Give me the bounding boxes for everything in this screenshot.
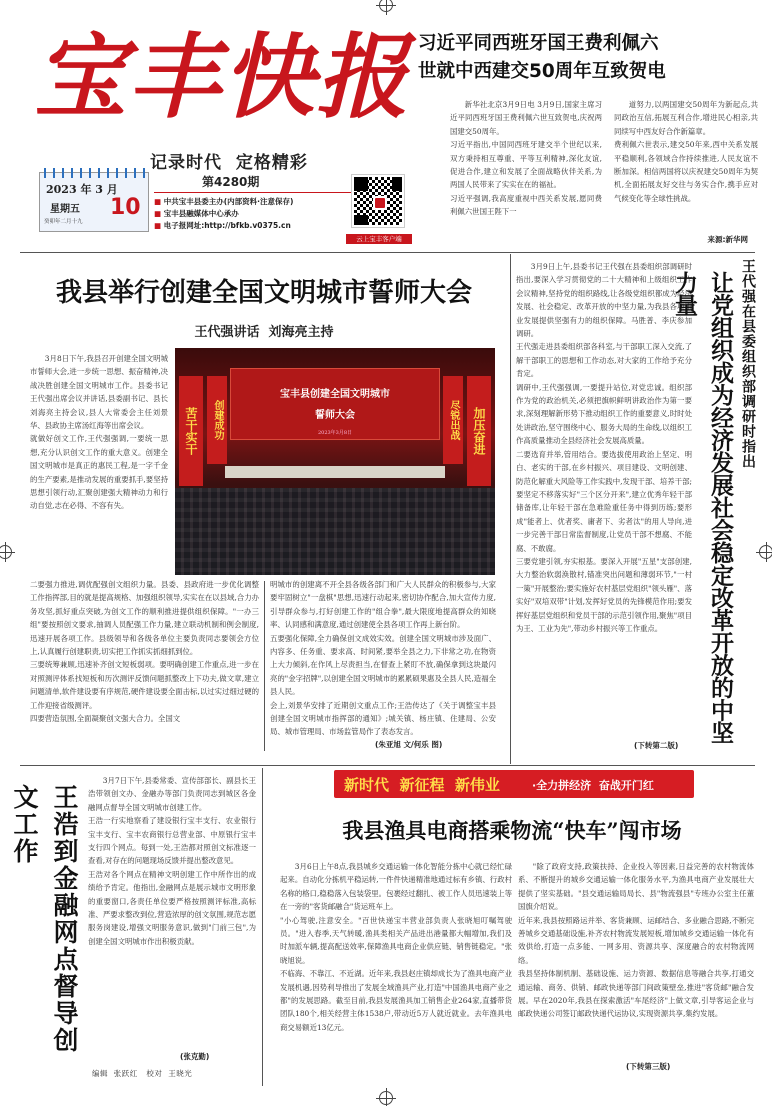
qr-code[interactable] — [352, 175, 404, 227]
registration-mark-top — [379, 0, 393, 12]
bullet-icon: ■ — [154, 197, 164, 206]
calendar-day: 10 — [110, 195, 141, 220]
bottom-story-continued: (下转第三版) — [626, 1062, 671, 1071]
lead-story-bottom-col2: 明城市的创建离不开全县各级各部门和广大人民群众的积极参与,大家要牢固树立"一盘棋"思想,迅速行动起来,密切协作配合,加大宣传力度,引导群众参与,打好创建工作的"组合拳",最大限度地提高群众的知晓率、认同感和满意度,通过创建使全县各项工作再上新台阶。 五要强化保障,全力确保创文成效实效。创建全国文明城市涉及面广、内容多、任务重、要求高、时间紧,要举全县之力,下非常之功,在物资上大力倾斜,在作风上尽责担当,在督查上紧盯不放,确保拿到这块最闪亮的"金字招牌",以创建全国文明城市的累累硕果惠及全县人民,造福全县人民。 会上,刘景华安排了近期创文重点工作;王浩传达了《关于调整宝丰县创建全国文明城市指挥部的通知》;城关镇、杨庄镇、住建局、公安局、城市管理局、市场监管局作了表态发言。 — [270, 580, 496, 737]
top-story-headline-line2: 世就中西建交50周年互致贺电 — [418, 61, 666, 82]
top-story-col2: 道努力,以两国建交50周年为新起点,共同政治互信,拓展互利合作,增进民心相亲,共同续写中西友好合作新篇章。 费利佩六世表示,建交50年来,西中关系发展平稳顺利,各领域合作持续推进,人民友谊不断加深。相信两国将以庆祝建交50周年为契机,全面拓展友好交往与务实合作,携手应对气候变化等全球性挑战。 — [614, 100, 758, 203]
lead-story-bottom-col1: 二要强力推进,调优配强创文组织力量。县委、县政府进一步优化调整工作指挥部,目的就是提高规格、加强组织领导,实实在在以县域,合力办务攻坚,抓好重点突破,为创文工作的顺利推进提供组织保障。"一办三组"要按照创文要求,抽调人员配强工作力量,建立联动机制和例会制度,迅速开展各项工作。县级领导和各级各单位主要负责同志要领会方位上,认真履行创建职责,切实把工作抓实抓细抓到位。 三要统筹兼顾,迅速补齐创文短板弱项。要明确创建工作重点,进一步在对照测评体系找短板和历次测评反馈问题抓整改上下功夫,做文章,建立问题清单,软件建设要有序规范,硬件建设要全面击标,以过实过细过硬的工作迎接省级测评。 四要营造氛围,全面凝聚创文强大合力。全国文 — [30, 580, 259, 724]
sponsor-line — [154, 196, 374, 208]
bullet-icon: ■ — [154, 209, 164, 218]
bottom-story — [266, 768, 758, 1086]
sponsor-line[interactable] — [154, 220, 374, 232]
masthead — [34, 20, 424, 250]
lead-story-headline: 我县举行创建全国文明城市誓师大会 — [55, 278, 472, 308]
pillar-left-outer: 苦干实干 — [179, 376, 203, 486]
bottom-story-col2: "除了政府支持,政策扶持、企业投入等因素,日益完善的农村物流体系、不断提升的城乡交通运输一体化服务水平,为渔具电商产业发展壮大提供了坚实基础。"县交通运输局局长、县"物流强县"专班办公室主任董国旗介绍说。 近年来,我县按照路运并举、客货兼顾、运邮结合、多业融合思路,不断完善城乡交通基础设施,补齐农村物流发展短板,增加城乡交通运输一体化有效供给,打造一点多能、一网多用、资源共享、深度融合的农村物流网络。 我县坚持体制机制、基础设施、运力资源、数据信息等融合共享,打通交通运输、商务、供销、邮政快递等部门间政策壁垒,推进"客货邮"融合发展。早在2020年,我县在探索激活"车尾经济"上做文章,引导客运企业与邮政快递公司签订邮政快递代运协议,实现资源共享,集约发展。 — [518, 862, 754, 1019]
qr-caption: 云上宝丰客户端 — [346, 234, 412, 244]
website-link[interactable]: 电子报网址:http://bfkb.v0375.cn — [163, 221, 291, 230]
calendar-box — [39, 172, 149, 232]
masthead-logo: 宝丰快报 — [34, 23, 411, 131]
divider — [20, 252, 510, 253]
audience — [175, 488, 495, 575]
right-story-kicker: 王代强在县委组织部调研时指出 — [740, 259, 756, 469]
divider — [510, 252, 755, 253]
theme-banner-sub: ·全力拼经济 奋战开门红 — [532, 779, 654, 792]
bottom-story-headline: 我县渔具电商搭乘物流“快车”闯市场 — [342, 818, 682, 843]
sponsor-list — [154, 196, 374, 232]
pillar-right-inner: 尽锐出战 — [443, 376, 463, 464]
column-divider — [264, 581, 265, 751]
top-story-col1: 新华社北京3月9日电 3月9日,国家主席习近平同西班牙国王费利佩六世互致贺电,庆祝两国建交50周年。 习近平指出,中国同西班牙建交半个世纪以来,双方秉持相互尊重、平等互利精神,深化友谊,促进合作,建立和发展了全面战略伙伴关系,为两国人民带来了实实在在的福祉。 习近平强调,我高度重视中西关系发展,愿同费利佩六世国王陛下一 — [450, 100, 602, 217]
sponsor-text: 宝丰县融媒体中心承办 — [163, 209, 239, 218]
issue-number: 第4280期 — [202, 175, 260, 189]
left-bottom-story — [10, 768, 260, 1084]
lead-story — [20, 255, 508, 763]
stage-banner-line2: 誓师大会 — [315, 410, 355, 421]
stage-banner-date: 2023年3月8日 — [317, 430, 353, 436]
bottom-story-col1: 3月6日上午8点,我县城乡交通运输一体化智能分拣中心就已经忙碌起来。自动化分拣机平稳运转,一件件快递精准地通过标有乡镇、行政村名称的格口,稳稳落入包装袋里。包裹经过翻扎、被工作人员迅速装上等在一旁的"客货邮融合"货运班车上。 "小心驾驶,注意安全。"百世快递宝丰营业部负责人张晓旭叮嘱驾驶员。"进入春季,天气转暖,渔具类相关产品进出港量都大幅增加,我们及时加派车辆,提高配送效率,保障渔具电商企业供应链、销售链稳定。"张晓旭说。 不临海、不靠江、不近湖。近年来,我县赵庄镇却成长为了渔具电商产业发展机遇,因势利导推出了发展全域渔具产业,打造"中国渔具电商产业之都"的发展思路。截至目前,我县发展渔具加工销售企业264家,直播带货团队180个,相关经营主体1538户,带动近5万人就近就业。去年渔具电商交易额近13亿元。 — [280, 862, 512, 1032]
bullet-icon: ■ — [154, 221, 164, 230]
stage-banner — [230, 368, 440, 440]
top-story-source: 来源:新华网 — [707, 235, 748, 244]
registration-mark-right — [759, 545, 772, 559]
masthead-slogan: 记录时代 定格精彩 — [150, 153, 308, 173]
top-story — [418, 30, 758, 250]
lead-story-byline: (朱亚旭 文/何乐 图) — [375, 740, 443, 749]
sponsor-line — [154, 208, 374, 220]
calendar-lunar: 癸卯年二月十九 — [44, 219, 83, 225]
sponsor-text: 中共宝丰县委主办(内部资料·注意保存) — [163, 197, 294, 206]
stage-banner-line1: 宝丰县创建全国文明城市 — [280, 389, 390, 400]
right-story — [514, 255, 759, 763]
registration-mark-left — [0, 545, 12, 559]
registration-mark-bottom — [379, 1091, 393, 1105]
left-bottom-byline: (张克勤) — [180, 1052, 210, 1061]
right-story-continued: (下转第二版) — [634, 741, 679, 750]
calendar-weekday: 星期五 — [50, 204, 80, 215]
left-bottom-body: 3月7日下午,县委常委、宣传部部长、副县长王浩带领创文办、金融办等部门负责同志到城区各金融网点督导全国文明城市创建工作。 王浩一行实地察看了建设银行宝丰支行、农业银行宝丰支行、宝丰农商银行总营业部、中原银行宝丰支行四个网点。每到一处,王浩都对照创文标准逐一查看,对存在的问题现场反馈并提出整改意见。 王浩对各个网点在精神文明创建工作中所作出的成绩给予肯定。他指出,金融网点是展示城市文明形象的重要窗口,各责任单位要严格按照测评标准,高标准、严要求整改到位,营造浓厚的创文氛围,规范志愿服务岗建设,增强文明服务意识,做到"门前三包",为创建全国文明城市作出积极贡献。 — [88, 776, 256, 946]
lead-story-subhead: 王代强讲话 刘海亮主持 — [194, 325, 334, 340]
editor-credits: 编辑 张跃红 校对 王晓光 — [92, 1069, 193, 1078]
column-divider — [510, 254, 511, 764]
audience-rows — [175, 488, 495, 575]
theme-banner-text: 新时代 新征程 新伟业 — [344, 776, 500, 794]
lead-story-left-col: 3月8日下午,我县召开创建全国文明城市誓师大会,进一步统一思想、振奋精神,决战决胜创建全国文明城市工作。县委书记王代强出席会议并讲话,县委副书记、县长刘海亮主持会议,县人大常委会主任刘景华、县政协主席汤红海等出席会议。 就做好创文工作,王代强强调,一要统一思想,充分认识创文工作的重大意义。创建全国文明城市是真正的惠民工程,是一字千金的生产要素,是推动发展的重要抓手,要坚持思想引领行动,汇聚创建强大精神动力和行动自觉,志在必得、不容有失。 — [30, 354, 168, 511]
pillar-left-inner: 创建成功 — [207, 376, 227, 464]
divider — [20, 765, 755, 766]
calendar-year-month: 2023 年 3 月 — [46, 183, 118, 196]
theme-banner — [334, 770, 694, 798]
calendar-rings — [40, 168, 150, 178]
top-story-headline — [418, 30, 758, 86]
issue-divider — [154, 192, 369, 193]
top-story-headline-line1: 习近平同西班牙国王费利佩六 — [418, 33, 659, 54]
lead-story-photo — [175, 348, 495, 575]
right-story-body: 3月9日上午,县委书记王代强在县委组织部调研时指出,要深入学习贯彻党的二十大精神和上级组织工作会议精神,坚持党的组织路线,让各级党组织都成为经济发展、社会稳定、改革开放的中坚力量,为我县各项事业发展提供坚强有力的组织保障。马胜普、李庆参加调研。 王代强走进县委组织部各科室,与干部职工深入交流,了解干部职工的思想和工作动态,对大家的工作给予充分肯定。 调研中,王代强强调,一要提升站位,对党忠诚。组织部作为党的政治机关,必须把旗帜鲜明讲政治作为第一要求,深刻理解新形势下推动组织工作的重要意义,时时处处讲政治,坚守围绕中心、服务大局的生命线,以组织工作高质量推动全县经济社会发展高质量。 二要选育并举,管用结合。要选拔使用政治上坚定、明白、老实的干部,在乡村振兴、项目建设、文明创建、防范化解重大风险等工作实践中,发现干部、培养干部;要坚定不移落实好"三个区分开来",建立优秀年轻干部储备库,让年轻干部在急难险重任务中得到历练;要形成"能者上、优者奖、庸者下、劣者汰"的用人导向,进一步完善干部日常监督制度,让党员干部不想腐、不能腐、不敢腐。 三要党建引领,夯实根基。要深入开展"五星"支部创建,大力整治软弱涣散村,锚准突出问题和薄弱环节,"一村一策"开展整治;要实施好农村基层党组织"领头雁"、落实好"双培双带"计划,发挥好党员的先锋模范作用;要发挥好基层党组织和党员干部的示范引领作用,聚焦"项目为王、工业为先",带动乡村振兴等工作重点。 — [516, 262, 692, 633]
stage-table — [225, 466, 445, 478]
left-bottom-headline: 王浩到金融网点督导创文工作 — [10, 784, 79, 1054]
column-divider — [262, 768, 263, 1086]
qr-logo-icon — [373, 196, 387, 210]
pillar-right-outer: 加压奋进 — [467, 376, 491, 486]
right-story-headline: 让党组织成为经济发展社会稳定改革开放的中坚力量 — [671, 271, 733, 744]
